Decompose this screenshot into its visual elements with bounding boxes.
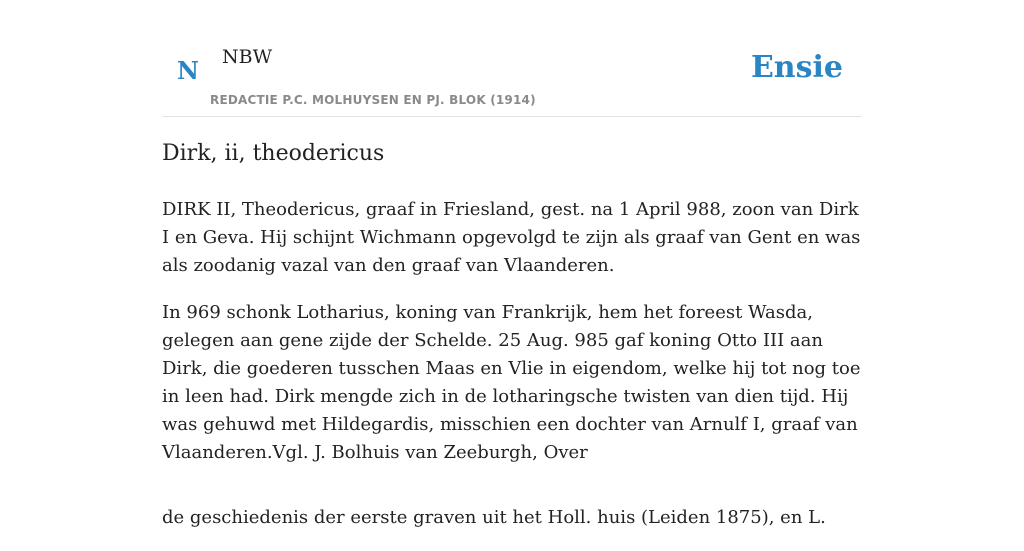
source-title: NBW — [222, 46, 273, 68]
article-title: Dirk, ii, theodericus — [162, 141, 385, 166]
article-paragraph: DIRK II, Theodericus, graaf in Friesland, gest. na 1 April 988, zoon van Dirk I en Geva. Hij schijnt Wichmann opgevolgd te zijn als graaf van Gent en was als zoodanig vazal van den graaf van Vlaanderen. — [162, 199, 861, 276]
article-paragraph: In 969 schonk Lotharius, koning van Frankrijk, hem het foreest Wasda, gelegen aan gene zijde der Schelde. 25 Aug. 985 gaf koning Otto III aan Dirk, die goederen tusschen Maas en Vlie in eigendom, welke hij tot nog toe in leen had. Dirk mengde zich in de lotharingsche twisten van dien tijd. Hij was gehuwd met Hildegardis, misschien een dochter van Arnulf I, graaf van Vlaanderen.Vgl. J. Bolhuis van Zeeburgh, Over — [162, 302, 861, 463]
article-paragraph: de geschiedenis der eerste graven uit het Holl. huis (Leiden 1875), en L. — [162, 507, 826, 528]
brand-logo[interactable]: Ensie — [750, 50, 843, 85]
header — [162, 0, 862, 117]
source-logo[interactable]: N — [177, 56, 199, 85]
article-content — [162, 138, 862, 551]
source-subtitle: REDACTIE P.C. MOLHUYSEN EN PJ. BLOK (1914) — [210, 93, 536, 107]
